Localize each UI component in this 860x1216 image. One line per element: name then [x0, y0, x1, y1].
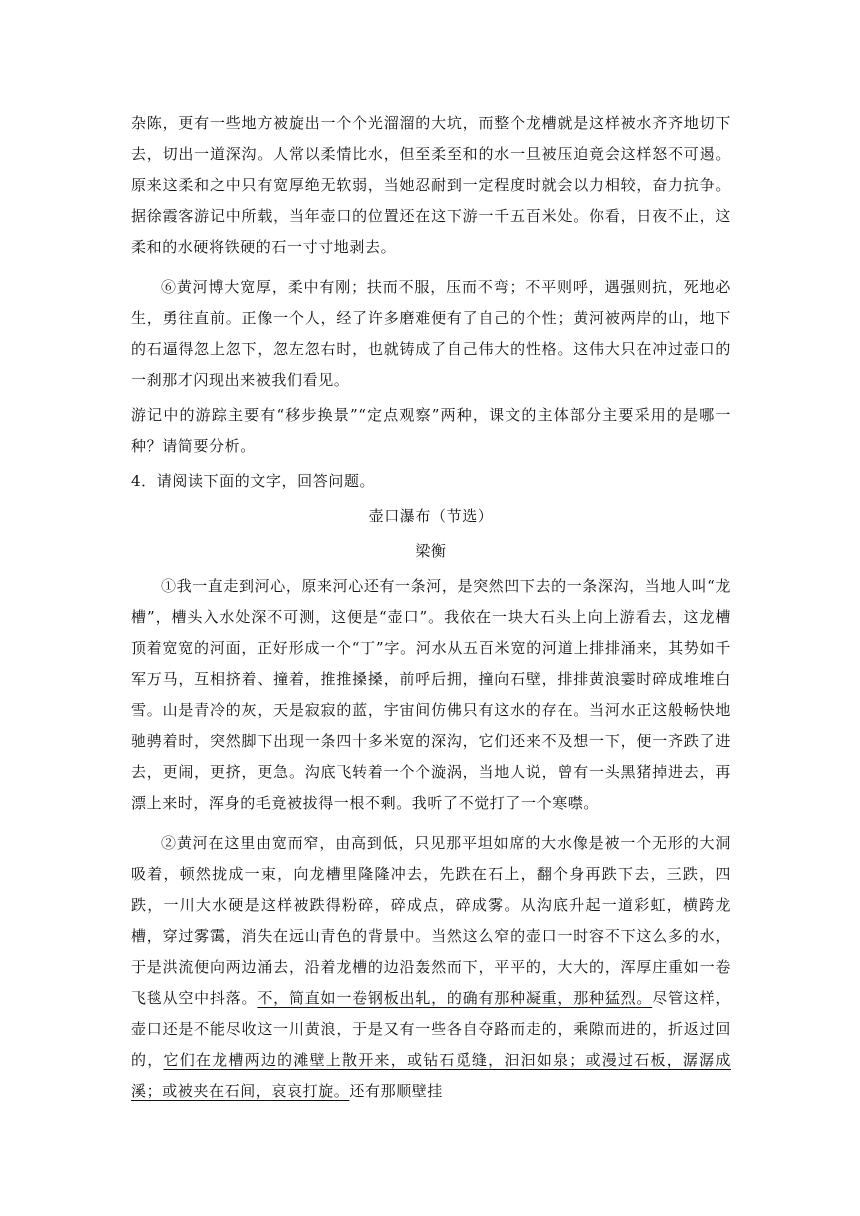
- question-4-prompt: 4．请阅读下面的文字，回答问题。: [131, 472, 376, 490]
- paragraph-2-text-a: ②黄河在这里由宽而窄，由高到低，只见那平坦如席的大水像是被一个无形的大洞吸着，顿然拢成一束，向龙槽里隆隆冲去，先跌在石上，翻个身再跌下去，三跌，四跌，一川大水硬是这样被跌得粉碎，碎成点，碎成雾。从沟底升起一道彩虹，横跨龙槽，穿过雾霭，消失在远山青色的背景中。当然这么窄的壶口一时容不下这么多的水，于是洪流便向两边涌去，沿着龙槽的边沿轰然而下，平平的，大大的，浑厚庄重如一卷飞毯从空中抖落。: [131, 834, 731, 1007]
- article-paragraph-1: ①我一直走到河心，原来河心还有一条河，是突然凹下去的一条深沟，当地人叫“龙槽”，槽头入水处深不可测，这便是“壶口”。我依在一块大石头上向上游看去，这龙槽顶着宽宽的河面，正好形成一个“丁”字。河水从五百米宽的河道上排排涌来，其势如千军万马，互相挤着、撞着，推推搡搡，前呼后拥，撞向石壁，排排黄浪霎时碎成堆堆白雪。山是青冷的灰，天是寂寂的蓝，宇宙间仿佛只有这水的存在。当河水正这般畅快地驰骋着时，突然脚下出现一条四十多米宽的深沟，它们还来不及想一下，便一齐跌了进去，更闹，更挤，更急。沟底飞转着一个个漩涡，当地人说，曾有一头黑猪掉进去，再漂上来时，浑身的毛竟被拔得一根不剩。我听了不觉打了一个寒噤。: [131, 577, 731, 812]
- article-author: 梁衡: [415, 542, 447, 560]
- article-title: 壶口瀑布（节选）: [368, 507, 494, 525]
- underlined-sentence-1: 不，简直如一卷钢板出轧，的确有那种凝重，那种猛烈。: [257, 989, 653, 1007]
- question-3-prompt: 游记中的游踪主要有“移步换景”“定点观察”两种，课文的主体部分主要采用的是哪一种？请简要分析。: [131, 406, 731, 455]
- paragraph-6: ⑥黄河博大宽厚，柔中有刚；扶而不服，压而不弯；不平则呼，遇强则抗，死地必生，勇往直前。正像一个人，经了许多磨难便有了自己的个性；黄河被两岸的山，地下的石逼得忽上忽下，忽左忽右时，也就铸成了自己伟大的性格。这伟大只在冲过壶口的一刹那才闪现出来被我们看见。: [131, 278, 731, 389]
- paragraph-2-text-b: 尽管这样，壶口还是不能尽收这一川黄浪，于是又有一些各自夺路而走的，乘隙而进的，折返过回的，: [131, 989, 731, 1069]
- underlined-sentence-2: 它们在龙槽两边的滩壁上散开来，或钻石觅缝，汩汩如泉；或漫过石板，潺潺成溪；或被夹在石间，哀哀打旋。: [131, 1051, 731, 1100]
- document-body: [131, 108, 731, 1107]
- article-paragraph-2: [131, 828, 731, 1107]
- paragraph-5-continued: 杂陈，更有一些地方被旋出一个个光溜溜的大坑，而整个龙槽就是这样被水齐齐地切下去，切出一道深沟。人常以柔情比水，但至柔至和的水一旦被压迫竟会这样怒不可遏。原来这柔和之中只有宽厚绝无软弱，当她忍耐到一定程度时就会以力相较，奋力抗争。据徐霞客游记中所载，当年壶口的位置还在这下游一千五百米处。你看，日夜不止，这柔和的水硬将铁硬的石一寸寸地剥去。: [131, 114, 731, 256]
- paragraph-2-text-c: 还有那顺壁挂: [349, 1082, 444, 1100]
